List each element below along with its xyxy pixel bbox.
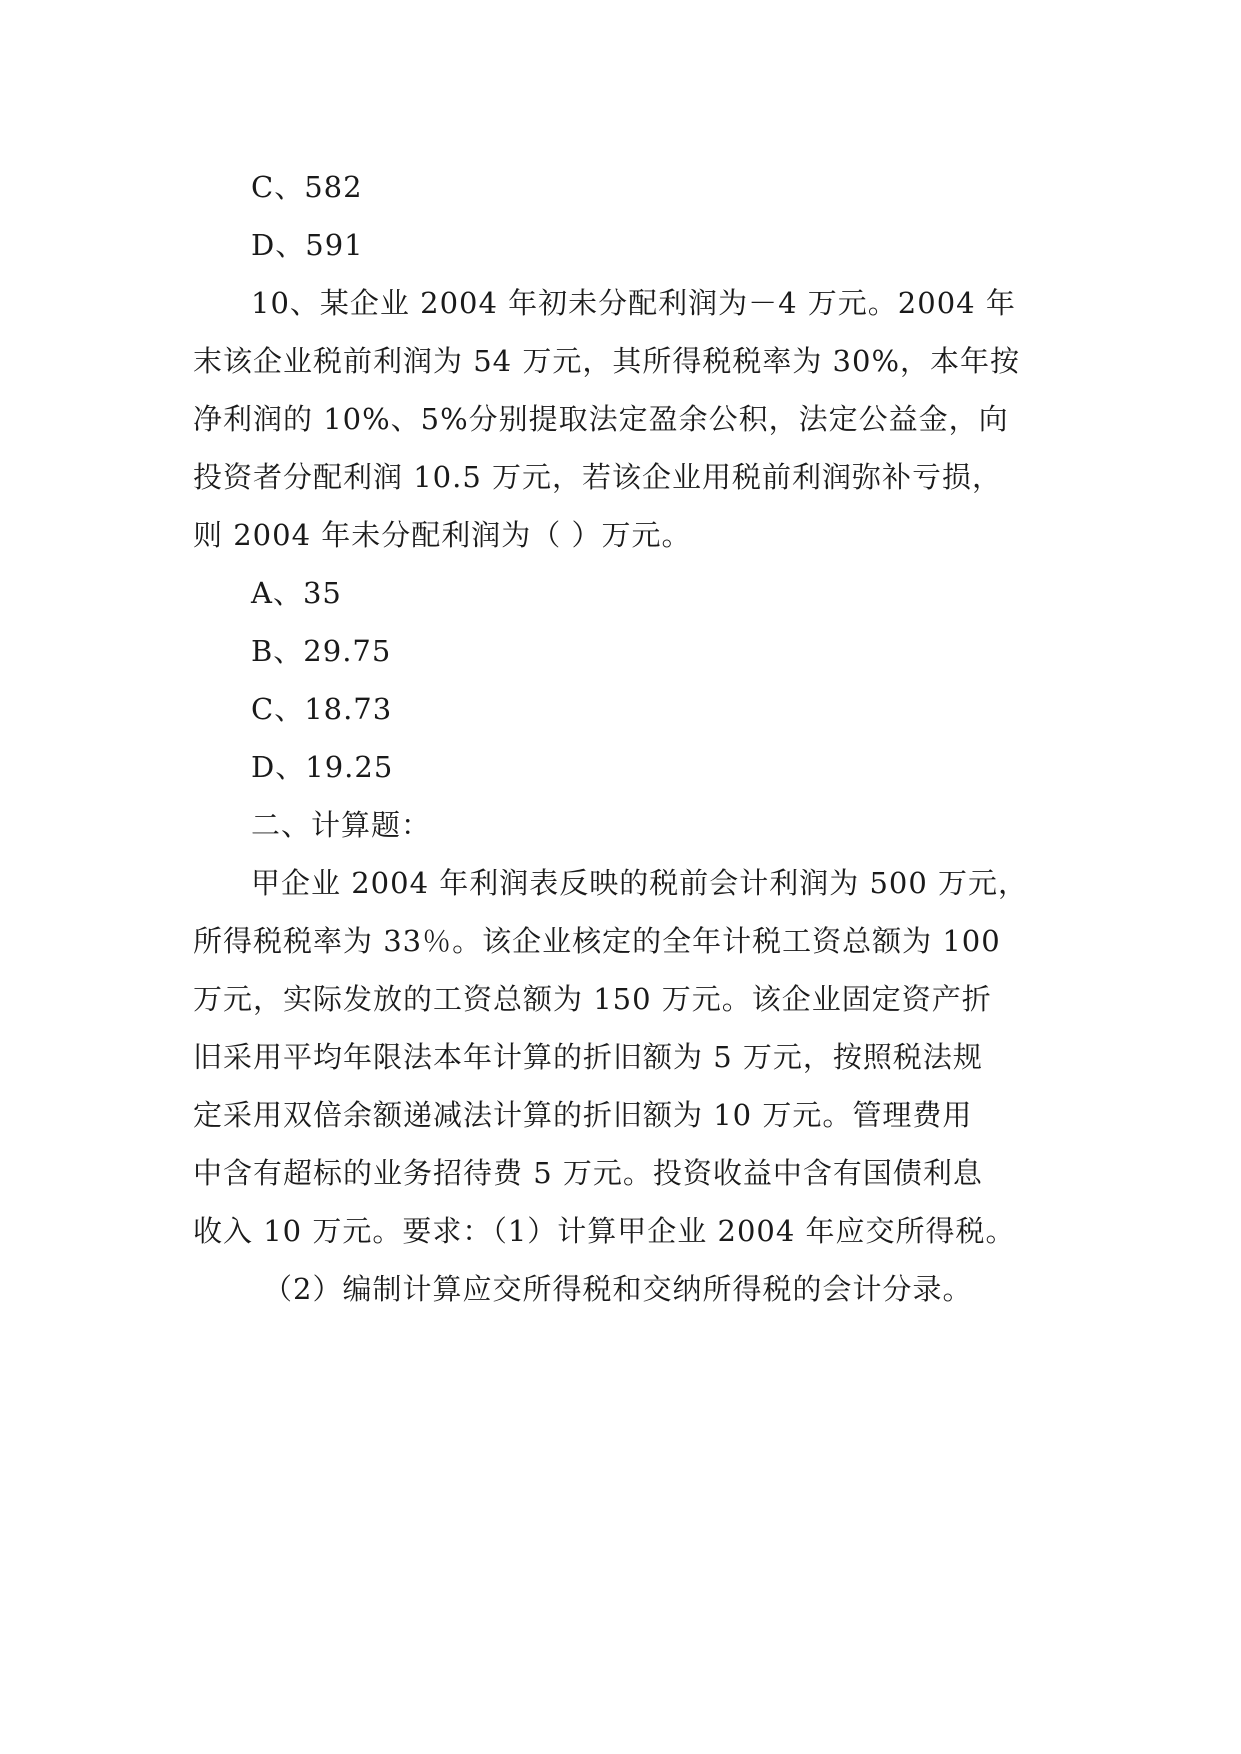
document-body: [193, 158, 1053, 1318]
q9-option-d: D、591: [251, 228, 364, 262]
q9-option-c: C、582: [251, 170, 363, 204]
q10-option-d: D、19.25: [251, 750, 394, 784]
q10-text-line-3: 净利润的 10%、5%分别提取法定盈余公积，法定公益金，向: [193, 402, 1009, 436]
problem-text-line-6: 中含有超标的业务招待费 5 万元。投资收益中含有国债利息: [193, 1156, 983, 1190]
q10-text-line-5: 则 2004 年未分配利润为（ ）万元。: [193, 518, 692, 552]
q10-option-b: B、29.75: [251, 634, 392, 668]
section-heading: 二、计算题：: [251, 808, 432, 842]
problem-text-line-3: 万元，实际发放的工资总额为 150 万元。该企业固定资产折: [193, 982, 992, 1016]
sub-requirement-2: （2）编制计算应交所得税和交纳所得税的会计分录。: [263, 1272, 973, 1306]
problem-text-line-5: 定采用双倍余额递减法计算的折旧额为 10 万元。管理费用: [193, 1098, 973, 1132]
q10-option-a: A、35: [251, 576, 342, 610]
problem-text-line-7: 收入 10 万元。要求：（1）计算甲企业 2004 年应交所得税。: [193, 1214, 1016, 1248]
problem-text-line-2: 所得税税率为 33％。该企业核定的全年计税工资总额为 100: [193, 924, 1001, 958]
problem-text-line-4: 旧采用平均年限法本年计算的折旧额为 5 万元，按照税法规: [193, 1040, 983, 1074]
q10-text-line-2: 末该企业税前利润为 54 万元，其所得税税率为 30%，本年按: [193, 344, 1021, 378]
problem-text-line-1: 甲企业 2004 年利润表反映的税前会计利润为 500 万元，: [251, 866, 1029, 900]
q10-text-line-1: 10、某企业 2004 年初未分配利润为－4 万元。2004 年: [251, 286, 1016, 320]
q10-option-c: C、18.73: [251, 692, 393, 726]
q10-text-line-4: 投资者分配利润 10.5 万元，若该企业用税前利润弥补亏损，: [193, 460, 1003, 494]
